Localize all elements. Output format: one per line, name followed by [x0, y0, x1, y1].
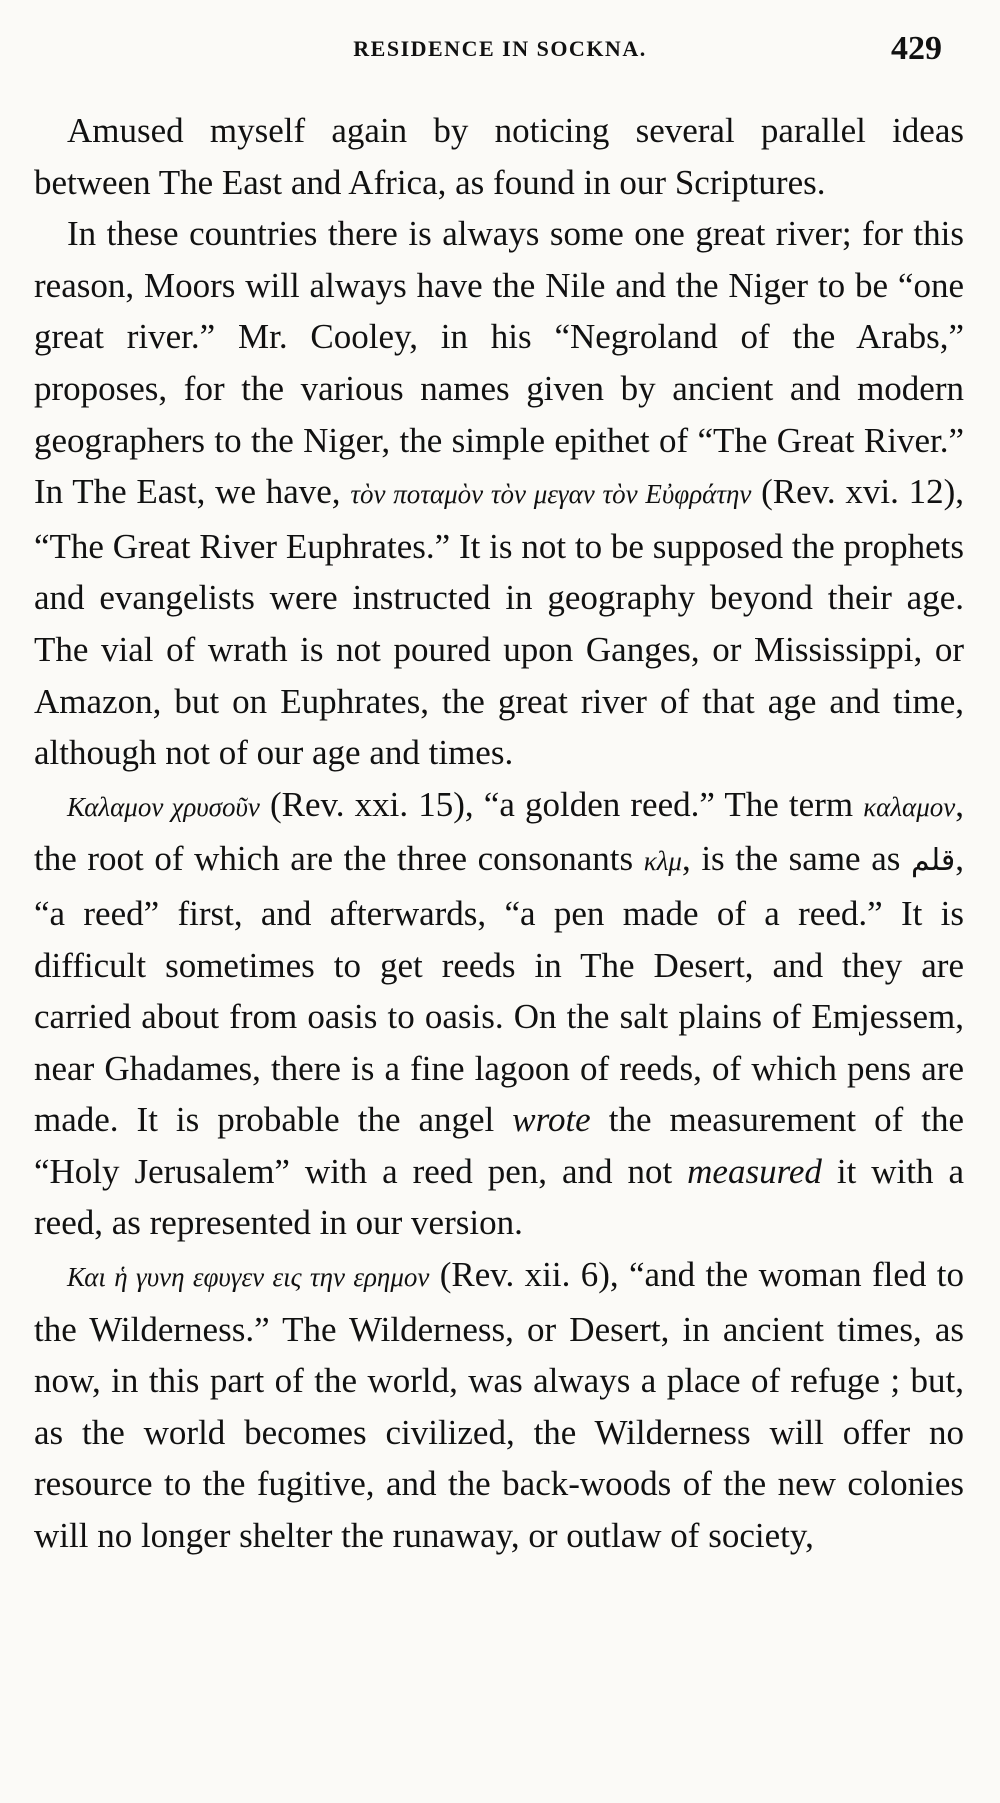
greek-consonants: κλμ [643, 846, 682, 877]
paragraph-4 [34, 1249, 964, 1562]
paragraph-4-text-a: (Rev. xii. 6), “and the woman fled to the Wilderness.” The Wilderness, or Desert, in ancient times, as now, in this part of the world, was always a place of refuge ; but, as the world becomes civilized, the Wilderness will offer no resource to the fugitive, and the back-woods of the new colonies will no longer shelter the runaway, or outlaw of society, [34, 1255, 965, 1556]
paragraph-3-text-c: , is the same as [681, 839, 911, 879]
page-number: 429 [891, 30, 942, 67]
running-title: RESIDENCE IN SOCKNA. [353, 36, 647, 61]
paragraph-3-text-e: the measurement of the “Holy Jerusalem” with a reed pen, and not [34, 1100, 964, 1191]
paragraph-2-text-b: (Rev. xvi. 12), “The Great River Euphrates.” It is not to be supposed the prophets and evangelists were instructed in geography beyond their age. The vial of wrath is not poured upon Ganges, or Mississippi, or Amazon, but on Euphrates, the great river of that age and time, although not of our age and times. [34, 472, 965, 773]
paragraph-3-text-a: (Rev. xxi. 15), “a golden reed.” The term [259, 784, 864, 824]
greek-quote-golden-reed: Καλαμον χρυσοῦν [67, 791, 260, 822]
paragraph-3 [34, 779, 964, 1249]
greek-quote-wilderness: Και ἡ γυνη εφυγεν εις την ερημον [67, 1262, 430, 1293]
arabic-word-qalam: قلم [911, 843, 956, 879]
body-text [34, 105, 964, 1562]
greek-word-kalamon: καλαμον [863, 791, 956, 822]
paragraph-3-text-f: it with a reed, as represented in our version. [34, 1151, 964, 1243]
paragraph-1-text: Amused myself again by noticing several parallel ideas between The East and Africa, as found in our Scriptures. [34, 111, 964, 202]
italic-word-wrote: wrote [512, 1100, 591, 1140]
paragraph-1 [34, 105, 964, 208]
paragraph-3-text-d: , “a reed” first, and afterwards, “a pen made of a reed.” It is difficult sometimes to get reeds in The Desert, and they are carried about from oasis to oasis. On the salt plains of Emjessem, near Ghadames, there is a fine lagoon of reeds, of which pens are made. It is probable the angel [34, 839, 964, 1140]
italic-word-measured: measured [687, 1151, 822, 1191]
paragraph-3-text-b: , the root of which are the three consonants [34, 784, 965, 879]
paragraph-2 [34, 208, 964, 779]
greek-quote-euphrates: τὸν ποταμὸν τὸν μεγαν τὸν Εὐφράτην [350, 479, 752, 510]
paragraph-2-text-a: In these countries there is always some one great river; for this reason, Moors will always have the Nile and the Niger to be “one great river.” Mr. Cooley, in his “Negroland of the Arabs,” proposes, for the various names given by ancient and modern geographers to the Niger, the simple epithet of “The Great River.” In The East, we have, [34, 214, 964, 512]
page-header [40, 30, 960, 70]
